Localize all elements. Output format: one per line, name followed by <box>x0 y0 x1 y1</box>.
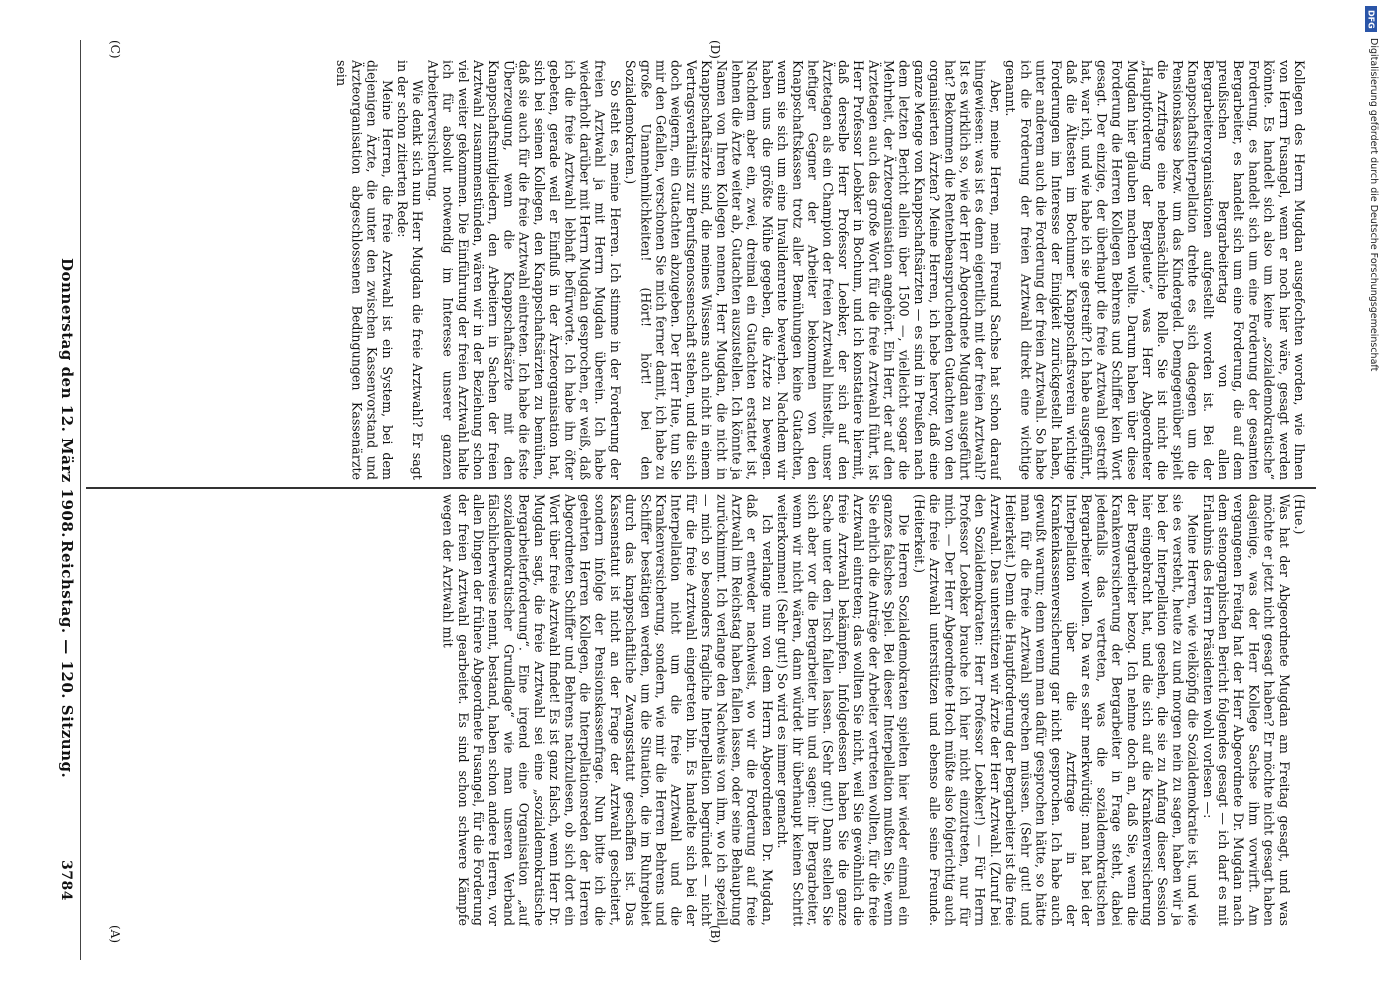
paragraph: Meine Herren, die freie Arztwahl ist ein System, bei dem diejenigen Ärzte, die unter den zwischen Kassenvorstand und Ärzteorganisation abgeschlossenen Bedingungen Kassenärzte sein <box>334 60 395 480</box>
page-number: 3784 <box>58 860 74 901</box>
column-divider <box>86 487 1316 489</box>
header-right-title: Donnerstag den 12. März 1908. <box>58 258 76 538</box>
margin-marker-a: (A) <box>108 925 122 944</box>
margin-marker-d: (D) <box>708 40 722 59</box>
paragraph: Wie denkt sich nun Herr Mugdan die freie Arztwahl? Er sagt in der schon zitierten Rede: <box>395 60 426 480</box>
paragraph: Aber, meine Herren, mein Freund Sachse hat schon darauf hingewiesen: was ist es denn eigentlich mit der freien Arztwahl? Ist es wirklich so, wie der Herr Abgeordnete Mugdan ausgeführt hat? Bekommen die Rentenbeanspruchenden Gutachten von den organisierten Ärzten? Meine Herren, ich hebe hervor, daß eine ganze Menge von Knappschaftsärzten — es sind in Preußen nach dem letzten Bericht allein über 1500 —, vielleicht sogar die Mehrheit, der Ärzteorganisation angehört. Ein Herr, der auf den Ärztetagen auch das große Wort für die freie Arztwahl führt, ist Herr Professor Loebker in Bochum, und ich konstatiere hiermit, daß derselbe Herr Professor Loebker, der sich auf den Ärztetagen als ein Champion der freien Arztwahl hinstellt, unser heftiger Gegner der Arbeiter bekommen von den Knappschaftskassen trotz aller Bemühungen keine Gutachten, wenn sie sich um eine Invalidenrente bewerben. Nachdem wir haben uns die größte Mühe gegeben, die Ärzte zu bewegen. Nachdem aber ein, zwei, dreimal ein Gutachten erstattet ist, lehnen die Ärzte weiter ab, Gutachten auszustellen. Ich könnte ja Namen von Ihren Kollegen nennen, Herr Mugdan, die nicht in Knappschaftsärzte sind, die meines Wissens auch nicht in einem Vertragsverhältnis zur Berufsgenossenschaft stehen, und die sich doch weigern, ein Gutachten abzugeben. Der Herr Hue, tun Sie mir den Gefallen, verschonen Sie mich ferner damit, ich habe zu große Unannehmlichkeiten! (Hört! hört! bei den Sozialdemokraten.) <box>623 60 1003 480</box>
paragraph: Kollegen des Herrn Mugdan ausgefochten worden, wie Ihnen von Herrn Fusangel, wenn er noch hier wäre, gesagt werden könnte. Es handelt sich also um keine „sozialdemokratische“ Forderung, es handelt sich um eine Forderung der gesamten Bergarbeiter, es handelt sich um eine Forderung, die auf dem preußischen Bergarbeitertag von allen Bergarbeiterorganisationen aufgestellt worden ist. Bei der Knappschaftsinterpellation drehte es sich dagegen um die Pensionskasse bezw. um das Kindergeld. Demgegenüber spielt die Arztfrage eine nebensächliche Rolle. Sie ist nicht die „Hauptforderung der Bergleute“, was Herr Abgeordneter Mugdan hier glauben machen wollte. Darum haben über diese Forderung die Herren Kollegen Behrens und Schiffer kein Wort gesagt. Der einzige, der überhaupt die freie Arztwahl gestreift hat, war ich, und wie habe ich sie gestreift? Ich habe ausgeführt, daß die Ältesten im Bochumer Knappschaftsverein wichtige Forderungen im Interesse der Einigkeit zurückgestellt haben, unter anderem auch die Forderung der freien Arztwahl. So habe ich die Forderung der freien Arztwahl direkt eine wichtige genannt. <box>1003 60 1307 480</box>
speaker-tag: (Hue.) <box>1292 494 1307 535</box>
paragraph: Die Herren Sozialdemokraten spielten hier wieder einmal ein ganzes falsches Spiel. Bei dieser Interpellation mußten Sie, wenn Sie ehrlich die Anträge der Arbeiter vertreten wollten, für die freie Arztwahl eintreten; das wollten Sie nicht, weil Sie gewöhnlich die freie Arztwahl bekämpfen. Infolgedessen haben Sie die ganze Sache unter den Tisch fallen lassen. (Sehr gut!) Dann stellen Sie sich aber vor die Bergarbeiter hin und sagen: ihr Bergarbeiter, wenn wir nicht wären, dann würdet ihr überhaupt keinen Schritt weiterkommen! (Sehr gut!) So wird es immer gemacht. <box>775 494 912 926</box>
margin-marker-b: (B) <box>708 925 722 944</box>
paragraph: Ich verlange nun von dem Herrn Abgeordneten Dr. Mugdan, daß er entweder nachweist, wo wir die Forderung auf freie Arztwahl im Reichstag haben fallen lassen, oder seine Behauptung zurücknimmt. Ich verlange den Nachweis von ihm, wo ich speziell — mich so besonders fragliche Interpellation begründet — nicht für die freie Arztwahl eingetreten bin. Es handelte sich bei der Interpellation nicht um die freie Arztwahl und die Krankenversicherung, sondern, wie mir die Herren Behrens und Schiffer bestätigen werden, um die Situation, die im Ruhrgebiet durch das knappschaftliche Zwangsstatut geschaffen ist. Das Kassenstatut ist nicht an der Frage der Arztwahl gescheitert, sondern infolge der Pensionskassenfrage. Nun bitte ich die geehrten Herren Kollegen, die Interpellationsreden der Herren Abgeordneten Schiffer und Behrens nachzulesen, ob sich dort ein Wort über freie Arztwahl findet! Es ist ganz falsch, wenn Herr Dr. Mugdan sagt, die freie Arztwahl sei eine „sozialdemokratische Bergarbeiterforderung“. Eine irgend eine Organisation „auf sozialdemokratischer Grundlage“ wie man unseren Verband fälschlicherweise nennt, bestand, haben schon andere Herren, vor allen Dingen der frühere Abgeordnete Fusangel, für die Forderung der freien Arztwahl gearbeitet. Es sind schon schwere Kämpfe wegen der Arztwahl mit <box>440 494 775 926</box>
margin-marker-c: (C) <box>108 40 122 59</box>
right-column-text <box>92 60 1307 480</box>
dfg-logo: DFG <box>1365 6 1377 32</box>
header-left-title: Reichstag. — 120. Sitzung. <box>58 540 76 779</box>
header-rule <box>80 40 81 960</box>
digitization-credit: Digitalisierung gefördert durch die Deutsche Forschungsgemeinschaft <box>1368 38 1379 372</box>
paragraph: Was hat der Abgeordnete Mugdan am Freitag gesagt, und was möchte er jetzt nicht gesagt haben? Er möchte nicht gesagt haben dasjenige, was der Herr Kollege Sachse ihm vorwirft. Am vergangenen Freitag hat der Herr Abgeordnete Dr. Mugdan nach dem stenographischen Bericht folgendes gesagt — ich darf es mit Erlaubnis des Herrn Präsidenten wohl vorlesen —: <box>1200 494 1292 926</box>
left-column-text <box>92 494 1307 926</box>
paragraph: So steht es, meine Herren. Ich stimme in der Forderung der freien Arztwahl ja mit Herrn Mugdan überein. Ich habe wiederholt darüber mit Herrn Mugdan gesprochen, er weiß, daß ich die freie Arztwahl lebhaft befürworte. Ich habe ihn öfter gebeten, gerade weil er Einfluß in der Ärzteorganisation hat, sich bei seinen Kollegen, den Knappschaftsärzten zu bemühen, daß sie auch für die freie Arztwahl eintreten. Ich habe die feste Überzeugung, wenn die Knappschaftsärzte mit den Knappschaftsmitgliedern, den Arbeitern in Sachen der freien Arztwahl zusammenstünden, wären wir in der Beziehung schon viel weiter gekommen. Die Einführung der freien Arztwahl halte ich für absolut notwendig im Interesse unserer ganzen Arbeiterversicherung. <box>425 60 623 480</box>
paragraph: Meine Herren, wie vielköpfig die Sozialdemokratie ist, und wie sie es versteht, heute zu und morgen nein zu sagen, haben wir ja bei der Interpellation gesehen, die sie zu Anfang dieser Session hier eingebracht hat, und die sich auf die Krankenversicherung der Bergarbeiter bezog. Ich nehme doch an, daß Sie, wenn die Krankenversicherung der Bergarbeiter in Frage steht, dabei jedenfalls das vertreten, was die sozialdemokratischen Bergarbeiter wollen. Da war es sehr merkwürdig: man hat bei der Interpellation über die Arztfrage in der Krankenkassenversicherung gar nicht gesprochen. Ich habe auch gewußt warum; denn wenn man dafür gesprochen hätte, so hätte man für die freie Arztwahl sprechen müssen. (Sehr gut! und Heiterkeit.) Denn die Hauptforderung der Bergarbeiter ist die freie Arztwahl. Das unterstützen wir Ärzte der Herr Arztwahl. (Zuruf bei den Sozialdemokraten: Herr Professor Loebker!) — Für Herrn Professor Loebker brauche ich hier nicht einzutreten, nur für mich. — Der Herr Abgeordnete Hoch müßte also folgerichtig auch die freie Arztwahl unterstützen und ebenso alle seine Freunde. (Heiterkeit.) <box>911 494 1201 926</box>
